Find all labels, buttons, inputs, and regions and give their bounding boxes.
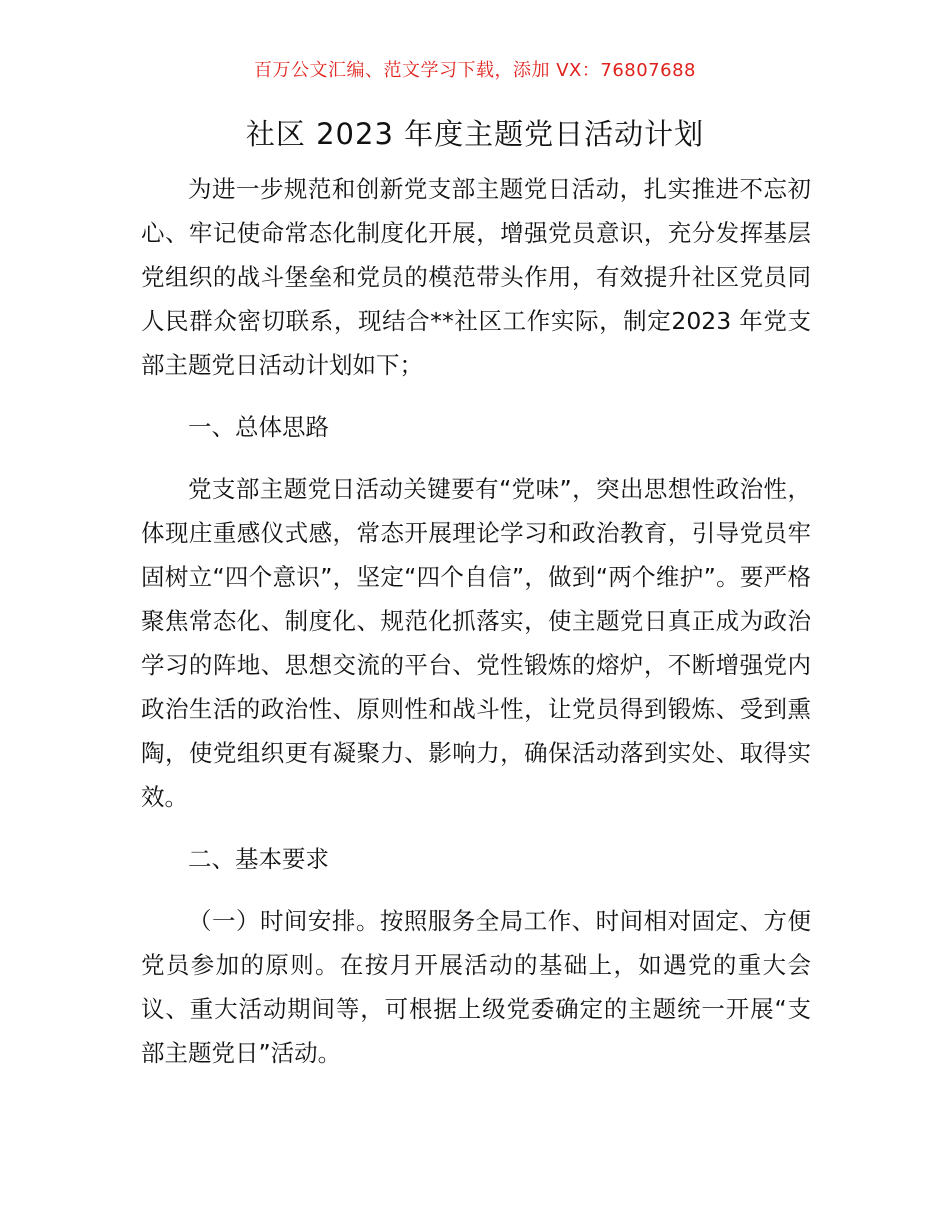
document-title: 社区 2023 年度主题党日活动计划 <box>245 117 705 151</box>
section-heading-1: 一、总体思路 <box>188 413 329 441</box>
watermark-text: 百万公文汇编、范文学习下载，添加 VX：76807688 <box>254 60 696 81</box>
section-2-paragraph-1: （一）时间安排。按照服务全局工作、时间相对固定、方便党员参加的原则。在按月开展活动的基础上，如遇党的重大会议、重大活动期间等，可根据上级党委确定的主题统一开展“支部主题党日”活动。 <box>141 907 811 1067</box>
section-1-paragraph: 党支部主题党日活动关键要有“党味”，突出思想性政治性，体现庄重感仪式感，常态开展理论学习和政治教育，引导党员牢固树立“四个意识”，坚定“四个自信”，做到“两个维护”。要严格聚焦常态化、制度化、规范化抓落实，使主题党日真正成为政治学习的阵地、思想交流的平台、党性锻炼的熔炉，不断增强党内政治生活的政治性、原则性和战斗性，让党员得到锻炼、受到熏陶，使党组织更有凝聚力、影响力，确保活动落到实处、取得实效。 <box>141 475 811 811</box>
document-body <box>141 167 811 1075</box>
intro-paragraph: 为进一步规范和创新党支部主题党日活动，扎实推进不忘初心、牢记使命常态化制度化开展，增强党员意识，充分发挥基层党组织的战斗堡垒和党员的模范带头作用，有效提升社区党员同人民群众密切联系，现结合**社区工作实际，制定2023 年党支部主题党日活动计划如下； <box>141 175 811 379</box>
section-heading-2: 二、基本要求 <box>188 845 329 873</box>
